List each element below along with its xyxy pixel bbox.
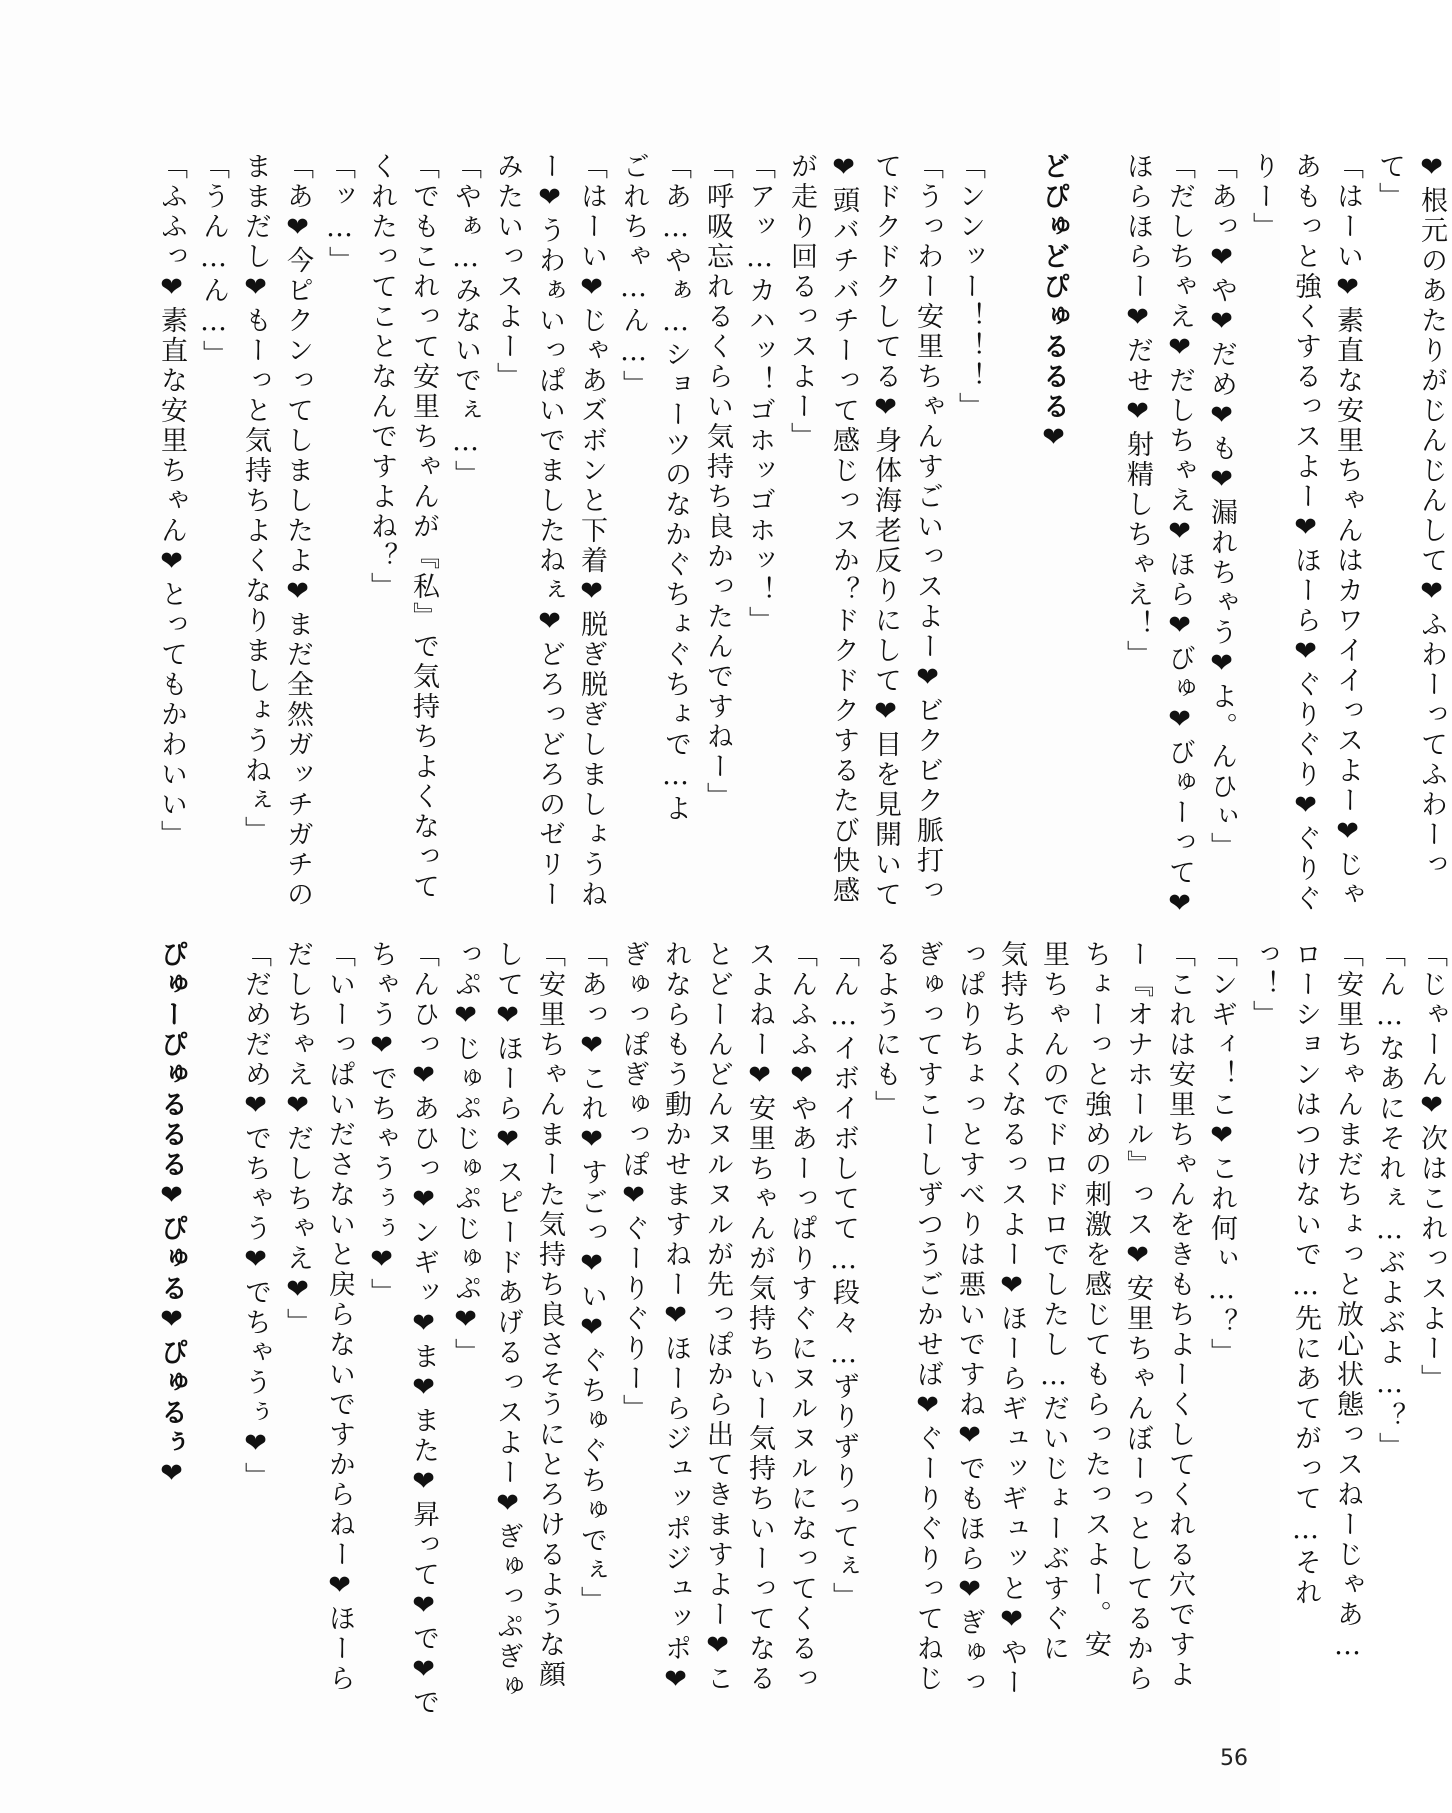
sound-effect-heading: どぴゅどぴゅるるる❤ [1038, 152, 1069, 456]
text-line: 「アッ…カハッ！ゴホッゴホッ！」 [744, 152, 775, 636]
text-line: 「うん…ん…」 [198, 152, 229, 370]
text-line: 気持ちよくなるっスよー❤ほーらギュッギュッと❤やー [996, 940, 1027, 1698]
text-line: くれたってことなんですよね？」 [366, 152, 397, 602]
text-block-bottom [150, 940, 1452, 1718]
text-line: 「やぁ…みないでぇ…」 [450, 152, 481, 490]
blank-line [192, 940, 234, 1590]
text-line: が走り回るっスよー」 [786, 152, 817, 452]
text-line: ❤頭バチバチーって感じっスか？ドクドクするたび快感 [828, 152, 859, 906]
blank-line [990, 152, 1032, 802]
text-line: 「はーい❤素直な安里ちゃんはカワイイっスよー❤じゃ [1332, 152, 1363, 910]
text-line: 「あっ❤これ❤すごっ❤い❤ぐちゅぐちゅでぇ」 [576, 940, 607, 1616]
text-line: ぎゅっぽぎゅっぽ❤ぐーりぐりー」 [618, 940, 649, 1424]
text-line: 「んふふ❤やあーっぱりすぐにヌルヌルになってくるっ [786, 940, 817, 1694]
text-line: 「んひっ❤あひっ❤ンギッ❤ま❤また❤昇って❤で❤で [408, 940, 439, 1718]
text-line: てドクドクしてる❤身体海老反りにして❤目を見開いて [870, 152, 901, 910]
text-line: 「だしちゃえ❤だしちゃえ❤ほら❤びゅ❤びゅーって❤ [1164, 152, 1195, 922]
text-line: て」 [1374, 152, 1405, 212]
text-line: 「ッ…」 [324, 152, 355, 276]
text-line: ちゃう❤でちゃうぅぅ❤」 [366, 940, 397, 1308]
text-line: ごれちゃ…ん…」 [618, 152, 649, 400]
text-line: 「あ❤今ピクンってしましたよ❤まだ全然ガッチガチの [282, 152, 313, 910]
text-line: っぷ❤じゅぷじゅぷじゅぷ❤」 [450, 940, 481, 1368]
text-line: 「あ…やぁ…ショーツのなかぐちょぐちょで…よ [660, 152, 691, 824]
blank-line [1074, 152, 1116, 802]
text-line: 「呼吸忘れるくらい気持ち良かったんですねー」 [702, 152, 733, 812]
text-line: 「でもこれって安里ちゃんが『私』で気持ちよくなって [408, 152, 439, 902]
text-line: りー」 [1248, 152, 1279, 242]
text-line: 「じゃーん❤次はこれっスよー」 [1416, 940, 1447, 1394]
text-line: ❤根元のあたりがじんじんして❤ふわーってふわーっ [1416, 152, 1447, 880]
text-line: 里ちゃんのでドロドロでしたし…だいじょーぶすぐに [1038, 940, 1069, 1664]
text-line: みたいっスよー」 [492, 152, 523, 392]
text-line: ほらほらー❤だせ❤射精しちゃえ！」 [1122, 152, 1153, 670]
text-line: 「安里ちゃんまーた気持ち良さそうにとろけるような顔 [534, 940, 565, 1690]
text-line: 「ンンッー！！！」 [954, 152, 985, 422]
text-line: れならもう動かせますねー❤ほーらジュッポジュッポ❤ [660, 940, 691, 1698]
text-line: ままだし❤もーっと気持ちよくなりましょうねぇ」 [240, 152, 271, 846]
text-line: 「ん…なあにそれぇ…ぶよぶよ…？」 [1374, 940, 1405, 1462]
page-number: 56 [1220, 1746, 1248, 1771]
text-line: 「いーっぱいださないと戻らないですからねー❤ほーら [324, 940, 355, 1694]
text-line: 「あっ❤や❤だめ❤も❤漏れちゃう❤よ。んひぃ」 [1206, 152, 1237, 862]
text-line: あもっと強くするっスよー❤ほーら❤ぐりぐり❤ぐりぐ [1290, 152, 1321, 914]
text-line: ちょーっと強めの刺激を感じてもらったっスよー。安 [1080, 940, 1111, 1660]
text-line: 「安里ちゃんまだちょっと放心状態っスねーじゃあ… [1332, 940, 1363, 1664]
text-line: るようにも」 [870, 940, 901, 1120]
text-line: ぎゅってすこーしずつうごかせば❤ぐーりぐりってねじ [912, 940, 943, 1694]
text-line: っぱりちょっとすべりは悪いですね❤でもほら❤ぎゅっ [954, 940, 985, 1698]
text-line: ー『オナホール』っス❤安里ちゃんぼーっとしてるから [1122, 940, 1153, 1694]
text-line: 「ンギィ！こ❤これ何ぃ…？」 [1206, 940, 1237, 1368]
text-line: だしちゃえ❤だしちゃえ❤」 [282, 940, 313, 1338]
text-line: して❤ほーら❤スピードあげるっスよー❤ぎゅっぷぎゅ [492, 940, 523, 1702]
text-block-top [150, 152, 1452, 922]
text-line: 「ん…イボイボしてて…段々…ずりずりってぇ」 [828, 940, 859, 1612]
sound-effect-heading: ぴゅーぴゅるるる❤ぴゅる❤ぴゅるぅ❤ [156, 940, 187, 1492]
text-line: 「だめだめ❤でちゃう❤でちゃうぅ❤」 [240, 940, 271, 1492]
text-line: 「これは安里ちゃんをきもちよーくしてくれる穴ですよ [1164, 940, 1195, 1690]
text-line: ローションはつけないで…先にあてがって…それ [1290, 940, 1321, 1608]
text-line: 「うっわー安里ちゃんすごいっスよー❤ビクビク脈打っ [912, 152, 943, 906]
text-line: とどーんどんヌルヌルが先っぽから出てきますよー❤こ [702, 940, 733, 1694]
text-line: っ！」 [1248, 940, 1279, 1030]
text-line: 「ふふっ❤素直な安里ちゃん❤とってもかわいい」 [156, 152, 187, 850]
text-line: スよねー❤安里ちゃんが気持ちいー気持ちいーってなる [744, 940, 775, 1694]
text-line: ー❤うわぁいっぱいでましたねぇ❤どろっどろのゼリー [534, 152, 565, 910]
text-line: 「はーい❤じゃあズボンと下着❤脱ぎ脱ぎしましょうね [576, 152, 607, 910]
